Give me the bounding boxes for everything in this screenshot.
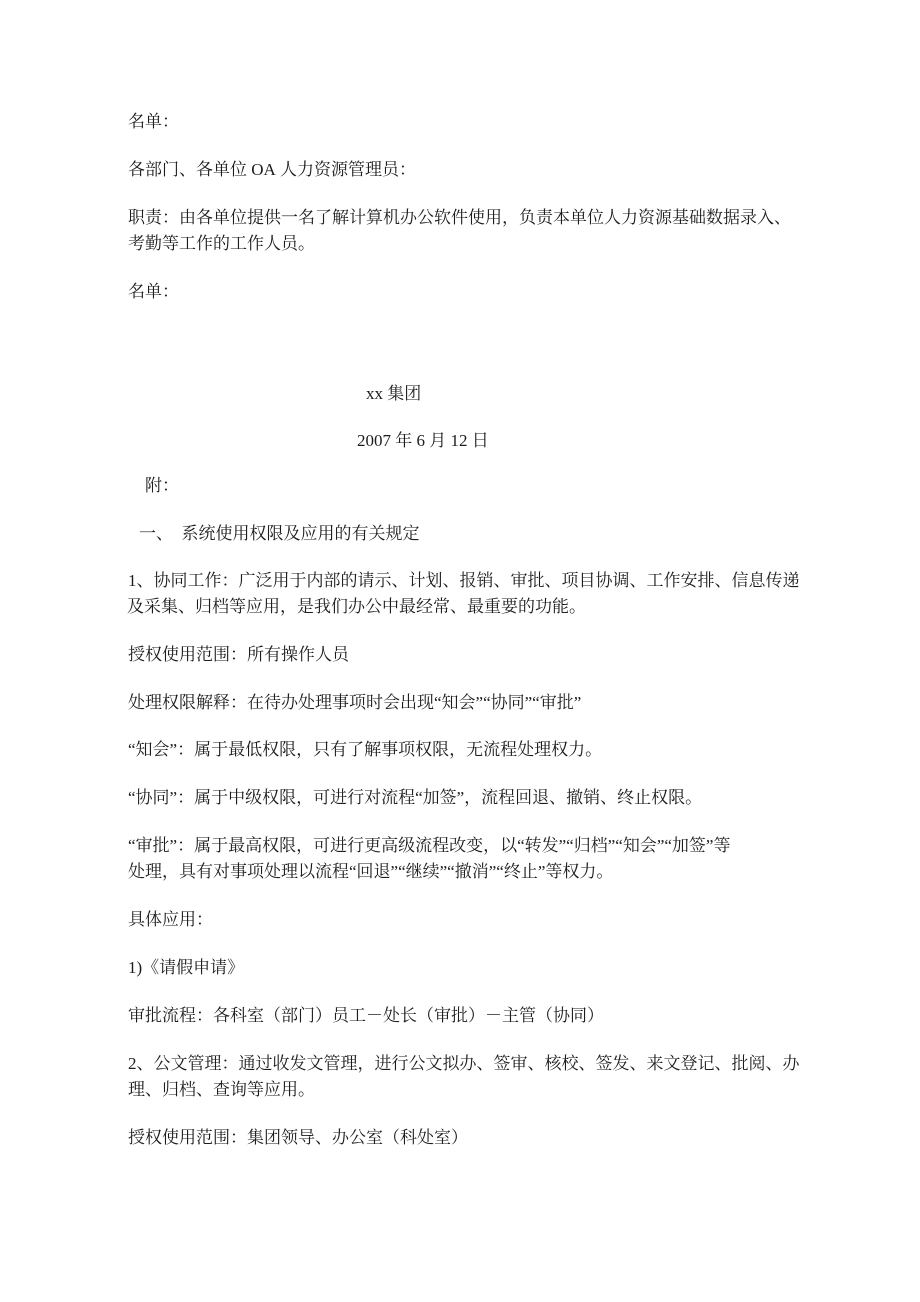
- approval-flow-line: 审批流程：各科室（部门）员工－处长（审批）－主管（协同）: [128, 1006, 604, 1025]
- perm-shenpi-line-2: 处理，具有对事项处理以流程“回退”“继续”“撤消”“终止”等权力。: [128, 862, 614, 881]
- name-list-label-1: 名单：: [128, 112, 179, 131]
- duty-line-1: 职责：由各单位提供一名了解计算机办公软件使用，负责本单位人力资源基础数据录入、: [128, 208, 791, 227]
- section-1-heading: 一、 系统使用权限及应用的有关规定: [139, 524, 420, 543]
- recipients-line: 各部门、各单位 OA 人力资源管理员：: [128, 160, 417, 179]
- app-1-title: 1)《请假申请》: [128, 958, 245, 977]
- item-2-line-2: 理、归档、查询等应用。: [128, 1080, 315, 1099]
- signature-company: xx 集团: [366, 384, 422, 403]
- item-1-line-1: 1、协同工作：广泛用于内部的请示、计划、报销、审批、项目协调、工作安排、信息传递: [128, 571, 800, 590]
- signature-date: 2007 年 6 月 12 日: [357, 431, 489, 450]
- permission-explanation: 处理权限解释：在待办处理事项时会出现“知会”“协同”“审批”: [128, 693, 582, 712]
- specific-apps-label: 具体应用：: [128, 910, 213, 929]
- item-2-line-1: 2、公文管理：通过收发文管理，进行公文拟办、签审、核校、签发、来文登记、批阅、办: [128, 1054, 800, 1073]
- perm-xietong-line: “协同”：属于中级权限，可进行对流程“加签”，流程回退、撤销、终止权限。: [128, 788, 703, 807]
- perm-shenpi-line-1: “审批”：属于最高权限，可进行更高级流程改变，以“转发”“归档”“知会”“加签”等: [128, 836, 731, 855]
- perm-zhihui-line: “知会”：属于最低权限，只有了解事项权限，无流程处理权力。: [128, 740, 603, 759]
- duty-line-2: 考勤等工作的工作人员。: [128, 234, 315, 253]
- name-list-label-2: 名单：: [128, 282, 179, 301]
- authorized-scope-1: 授权使用范围：所有操作人员: [128, 645, 349, 664]
- item-1-line-2: 及采集、归档等应用，是我们办公中最经常、最重要的功能。: [127, 597, 586, 616]
- attachment-label: 附：: [145, 476, 179, 495]
- authorized-scope-2: 授权使用范围：集团领导、办公室（科处室）: [128, 1128, 468, 1147]
